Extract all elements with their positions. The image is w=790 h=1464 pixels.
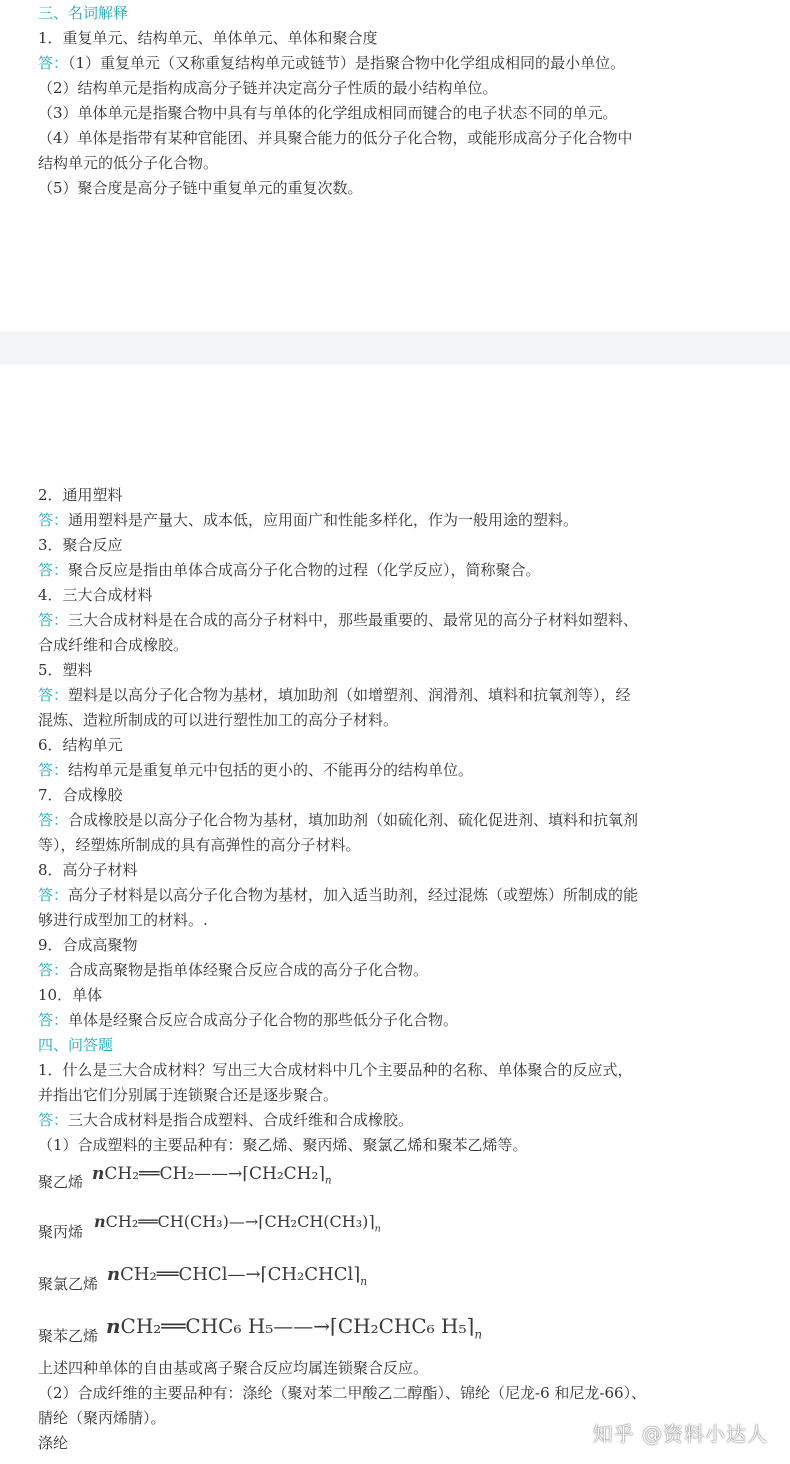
reaction-equation: $nCH_2══CH_2——\to⌈CH_2CH_2⌉_n$ [92, 1164, 332, 1187]
question-title: 7．合成橡胶 [38, 786, 123, 804]
answer-line: 合成纤维和合成橡胶。 [38, 636, 189, 654]
question-title: 9．合成高聚物 [38, 936, 138, 954]
question-title: 8．高分子材料 [38, 861, 138, 879]
section-heading: 三、名词解释 [38, 4, 129, 22]
answer-label: 答： [38, 1011, 69, 1029]
section-heading: 四、问答题 [38, 1036, 114, 1054]
answer-line: （2）合成纤维的主要品种有：涤纶（聚对苯二甲酸乙二醇酯）、锦纶（尼龙-6 和尼龙-66）、 [38, 1384, 647, 1402]
answer-label: 答： [38, 686, 69, 704]
question-title: 2．通用塑料 [38, 486, 123, 504]
answer-line: （1）合成塑料的主要品种有：聚乙烯、聚丙烯、聚氯乙烯和聚苯乙烯等。 [38, 1136, 528, 1154]
section-divider [0, 331, 790, 365]
answer-label: 答： [38, 561, 69, 579]
answer-line: 够进行成型加工的材料。. [38, 911, 208, 929]
answer-label: 答： [38, 1111, 69, 1129]
answer-line: 涤纶 [38, 1434, 69, 1452]
answer-line: 等），经塑炼所制成的具有高弹性的高分子材料。 [38, 836, 361, 854]
question-title: 5．塑料 [38, 661, 93, 679]
polymer-name: 聚乙烯 [38, 1173, 84, 1191]
answer-line: 结构单元的低分子化合物。 [38, 154, 219, 172]
answer-label: 答： [38, 511, 69, 529]
question-title: 4．三大合成材料 [38, 586, 153, 604]
question-title: 10．单体 [38, 986, 103, 1004]
answer-line: 答：高分子材料是以高分子化合物为基材，加入适当助剂，经过混炼（或塑炼）所制成的能 [38, 886, 639, 904]
polymer-name: 聚氯乙烯 [38, 1275, 99, 1293]
answer-line: （2）结构单元是指构成高分子链并决定高分子性质的最小结构单位。 [38, 79, 498, 97]
answer-text: （1）重复单元（又称重复结构单元或链节）是指聚合物中化学组成相同的最小单位。 [68, 54, 626, 72]
answer-label: 答： [38, 761, 69, 779]
answer-line: （3）单体单元是指聚合物中具有与单体的化学组成相同而键合的电子状态不同的单元。 [38, 104, 618, 122]
question-title: 1．重复单元、结构单元、单体单元、单体和聚合度 [38, 29, 378, 47]
answer-label: 答： [38, 811, 69, 829]
question-title: 并指出它们分别属于连锁聚合还是逐步聚合。 [38, 1086, 339, 1104]
answer-line: 混炼、造粒所制成的可以进行塑性加工的高分子材料。 [38, 711, 399, 729]
answer-label: 答： [38, 611, 69, 629]
answer-line: 答：塑料是以高分子化合物为基材，填加助剂（如增塑剂、润滑剂、填料和抗氧剂等），经 [38, 686, 631, 704]
answer-line: （5）聚合度是高分子链中重复单元的重复次数。 [38, 179, 363, 197]
answer-line: 答：三大合成材料是指合成塑料、合成纤维和合成橡胶。 [38, 1111, 414, 1129]
polymer-name: 聚丙烯 [38, 1223, 84, 1241]
watermark: 知乎 @资料小达人 [592, 1422, 768, 1446]
answer-line: 腈纶（聚丙烯腈）。 [38, 1409, 166, 1427]
answer-line: 答：通用塑料是产量大、成本低，应用面广和性能多样化，作为一般用途的塑料。 [38, 511, 579, 529]
answer-line: 答：单体是经聚合反应合成高分子化合物的那些低分子化合物。 [38, 1011, 459, 1029]
reaction-equation: $nCH_2══CH(CH_3)—\to⌈CH_2CH(CH_3)⌉_n$ [94, 1212, 381, 1235]
reaction-equation: $nCH_2══CHCl—\to⌈CH_2CHCl⌉_n$ [107, 1264, 368, 1288]
polymer-name: 聚苯乙烯 [38, 1327, 99, 1345]
answer-line: （4）单体是指带有某种官能团、并具聚合能力的低分子化合物，或能形成高分子化合物中 [38, 129, 633, 147]
reaction-equation: nCH₂══CHC₆ H₅——→⌈CH₂CHC₆ $H_5⌉_n$ [106, 1314, 483, 1342]
question-title: 3．聚合反应 [38, 536, 123, 554]
answer-line: 答：合成橡胶是以高分子化合物为基材，填加助剂（如硫化剂、硫化促进剂、填料和抗氧剂 [38, 811, 639, 829]
question-title: 1．什么是三大合成材料？写出三大合成材料中几个主要品种的名称、单体聚合的反应式， [38, 1061, 633, 1079]
answer-line: 上述四种单体的自由基或离子聚合反应均属连锁聚合反应。 [38, 1359, 429, 1377]
answer-line: 答：聚合反应是指由单体合成高分子化合物的过程（化学反应），简称聚合。 [38, 561, 541, 579]
answer-label: 答： [38, 886, 69, 904]
answer-line: 答：三大合成材料是在合成的高分子材料中，那些最重要的、最常见的高分子材料如塑料、 [38, 611, 639, 629]
answer-label: 答： [38, 54, 69, 72]
question-title: 6．结构单元 [38, 736, 123, 754]
answer-line: 答：合成高聚物是指单体经聚合反应合成的高分子化合物。 [38, 961, 429, 979]
answer-label: 答： [38, 961, 69, 979]
answer-line [38, 53, 625, 73]
answer-line: 答：结构单元是重复单元中包括的更小的、不能再分的结构单位。 [38, 761, 474, 779]
